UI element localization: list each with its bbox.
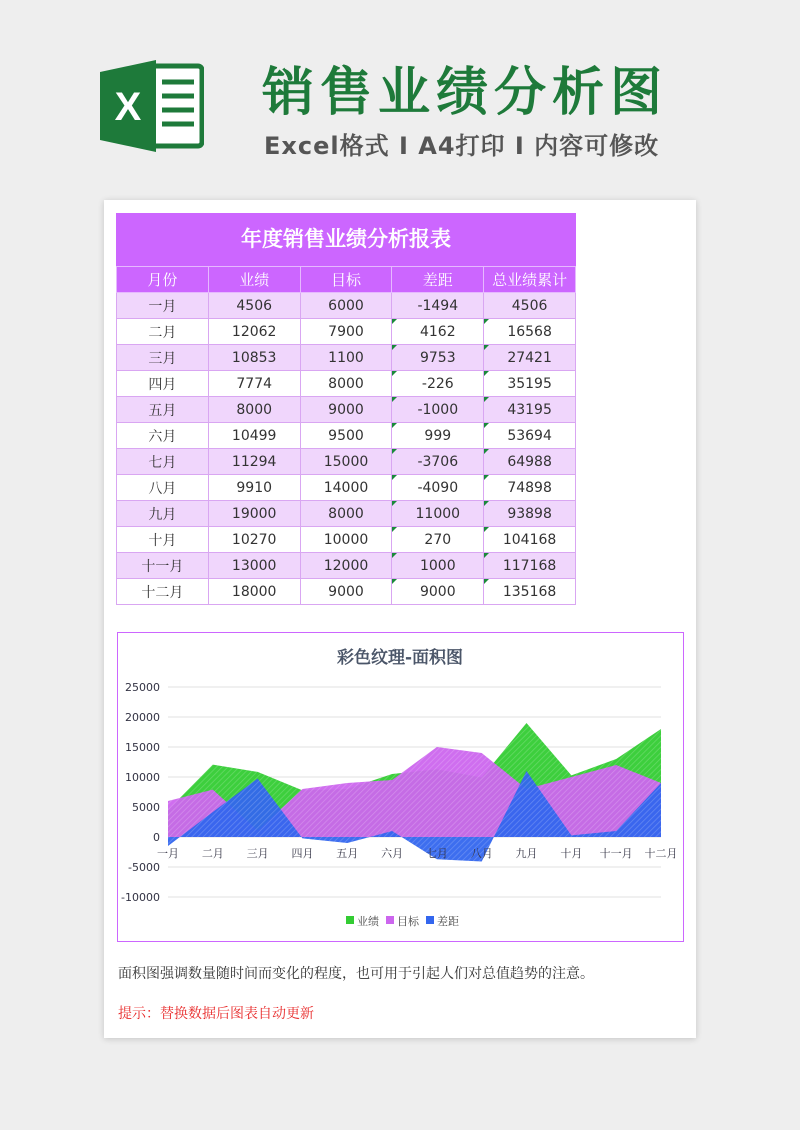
cell-target: 1100 [300, 345, 392, 371]
cell-gap: 11000 [392, 501, 484, 527]
cell-target: 6000 [300, 293, 392, 319]
cell-cumulative: 93898 [484, 501, 576, 527]
legend-swatch [346, 916, 354, 924]
cell-gap: -3706 [392, 449, 484, 475]
area-chart [117, 632, 684, 942]
chart-title: 彩色纹理-面积图 [336, 648, 464, 668]
cell-performance: 10853 [208, 345, 300, 371]
legend-swatch [426, 916, 434, 924]
x-tick-label: 九月 [515, 847, 538, 860]
cell-cumulative: 74898 [484, 475, 576, 501]
table-row [117, 397, 576, 423]
cell-target: 9500 [300, 423, 392, 449]
cell-month: 二月 [117, 319, 209, 345]
cell-month: 八月 [117, 475, 209, 501]
cell-month: 十月 [117, 527, 209, 553]
x-tick-label: 一月 [157, 847, 179, 860]
cell-cumulative: 4506 [484, 293, 576, 319]
x-tick-label: 七月 [425, 847, 448, 860]
table-title: 年度销售业绩分析报表 [116, 213, 576, 266]
column-header-target: 目标 [300, 267, 392, 293]
cell-cumulative: 16568 [484, 319, 576, 345]
cell-target: 8000 [300, 501, 392, 527]
y-tick-label: -5000 [128, 861, 160, 874]
chart-areas [168, 723, 661, 862]
cell-performance: 12062 [208, 319, 300, 345]
cell-target: 9000 [300, 579, 392, 605]
x-tick-label: 八月 [470, 847, 493, 860]
y-tick-label: 10000 [125, 771, 160, 784]
page-subtitle: Excel格式 I A4打印 I 内容可修改 [264, 132, 660, 160]
y-tick-label: 20000 [125, 711, 160, 724]
column-header-cumulative: 总业绩累计 [484, 267, 576, 293]
table-row [117, 449, 576, 475]
y-tick-label: 15000 [125, 741, 160, 754]
table-row [117, 501, 576, 527]
cell-month: 四月 [117, 371, 209, 397]
table-header-row [117, 267, 576, 293]
table-row [117, 293, 576, 319]
x-tick-label: 三月 [246, 847, 269, 860]
cell-target: 15000 [300, 449, 392, 475]
cell-target: 8000 [300, 371, 392, 397]
chart-legend [346, 914, 459, 928]
cell-cumulative: 35195 [484, 371, 576, 397]
cell-cumulative: 43195 [484, 397, 576, 423]
x-tick-label: 二月 [201, 847, 224, 860]
cell-target: 7900 [300, 319, 392, 345]
chart-description: 面积图强调数量随时间而变化的程度，也可用于引起人们对总值趋势的注意。 [118, 966, 594, 982]
y-tick-label: 25000 [125, 681, 160, 694]
cell-month: 九月 [117, 501, 209, 527]
cell-month: 六月 [117, 423, 209, 449]
cell-month: 一月 [117, 293, 209, 319]
table-body [117, 293, 576, 605]
cell-cumulative: 64988 [484, 449, 576, 475]
document-sheet [104, 200, 696, 1038]
table-row [117, 475, 576, 501]
cell-gap: -1000 [392, 397, 484, 423]
cell-performance: 19000 [208, 501, 300, 527]
cell-performance: 18000 [208, 579, 300, 605]
table-row [117, 527, 576, 553]
x-tick-label: 四月 [291, 847, 314, 860]
update-tip: 提示：替换数据后图表自动更新 [118, 1006, 314, 1022]
page-header [0, 0, 800, 190]
sales-table-section [116, 213, 576, 605]
y-tick-label: 5000 [132, 801, 160, 814]
y-tick-label: -10000 [121, 891, 160, 904]
cell-performance: 13000 [208, 553, 300, 579]
x-tick-label: 五月 [336, 847, 359, 860]
cell-gap: 9753 [392, 345, 484, 371]
column-header-month: 月份 [117, 267, 209, 293]
legend-swatch [386, 916, 394, 924]
x-tick-label: 十一月 [599, 847, 633, 860]
table-row [117, 579, 576, 605]
cell-gap: 270 [392, 527, 484, 553]
logo-letter: X [114, 85, 142, 129]
cell-target: 14000 [300, 475, 392, 501]
legend-label: 目标 [397, 915, 419, 928]
cell-gap: 999 [392, 423, 484, 449]
cell-performance: 8000 [208, 397, 300, 423]
column-header-gap: 差距 [392, 267, 484, 293]
cell-target: 12000 [300, 553, 392, 579]
cell-cumulative: 53694 [484, 423, 576, 449]
cell-gap: -226 [392, 371, 484, 397]
sales-table [116, 266, 576, 605]
y-tick-label: 0 [153, 831, 160, 844]
table-row [117, 319, 576, 345]
cell-cumulative: 27421 [484, 345, 576, 371]
cell-gap: -4090 [392, 475, 484, 501]
cell-performance: 11294 [208, 449, 300, 475]
cell-target: 10000 [300, 527, 392, 553]
cell-cumulative: 117168 [484, 553, 576, 579]
table-row [117, 423, 576, 449]
cell-gap: -1494 [392, 293, 484, 319]
x-tick-label: 十月 [560, 847, 583, 860]
x-tick-label: 十二月 [644, 847, 678, 860]
cell-performance: 10499 [208, 423, 300, 449]
page-title: 销售业绩分析图 [262, 63, 669, 123]
cell-month: 十二月 [117, 579, 209, 605]
table-row [117, 371, 576, 397]
cell-performance: 10270 [208, 527, 300, 553]
cell-month: 十一月 [117, 553, 209, 579]
legend-label: 业绩 [357, 915, 379, 928]
cell-performance: 9910 [208, 475, 300, 501]
x-tick-label: 六月 [381, 847, 404, 860]
cell-month: 三月 [117, 345, 209, 371]
cell-gap: 4162 [392, 319, 484, 345]
cell-performance: 4506 [208, 293, 300, 319]
excel-icon [100, 60, 204, 152]
cell-cumulative: 104168 [484, 527, 576, 553]
cell-month: 五月 [117, 397, 209, 423]
cell-gap: 9000 [392, 579, 484, 605]
cell-performance: 7774 [208, 371, 300, 397]
cell-gap: 1000 [392, 553, 484, 579]
area-chart-svg [118, 633, 683, 941]
cell-month: 七月 [117, 449, 209, 475]
table-row [117, 345, 576, 371]
cell-target: 9000 [300, 397, 392, 423]
table-row [117, 553, 576, 579]
cell-cumulative: 135168 [484, 579, 576, 605]
legend-label: 差距 [437, 915, 459, 928]
column-header-performance: 业绩 [208, 267, 300, 293]
